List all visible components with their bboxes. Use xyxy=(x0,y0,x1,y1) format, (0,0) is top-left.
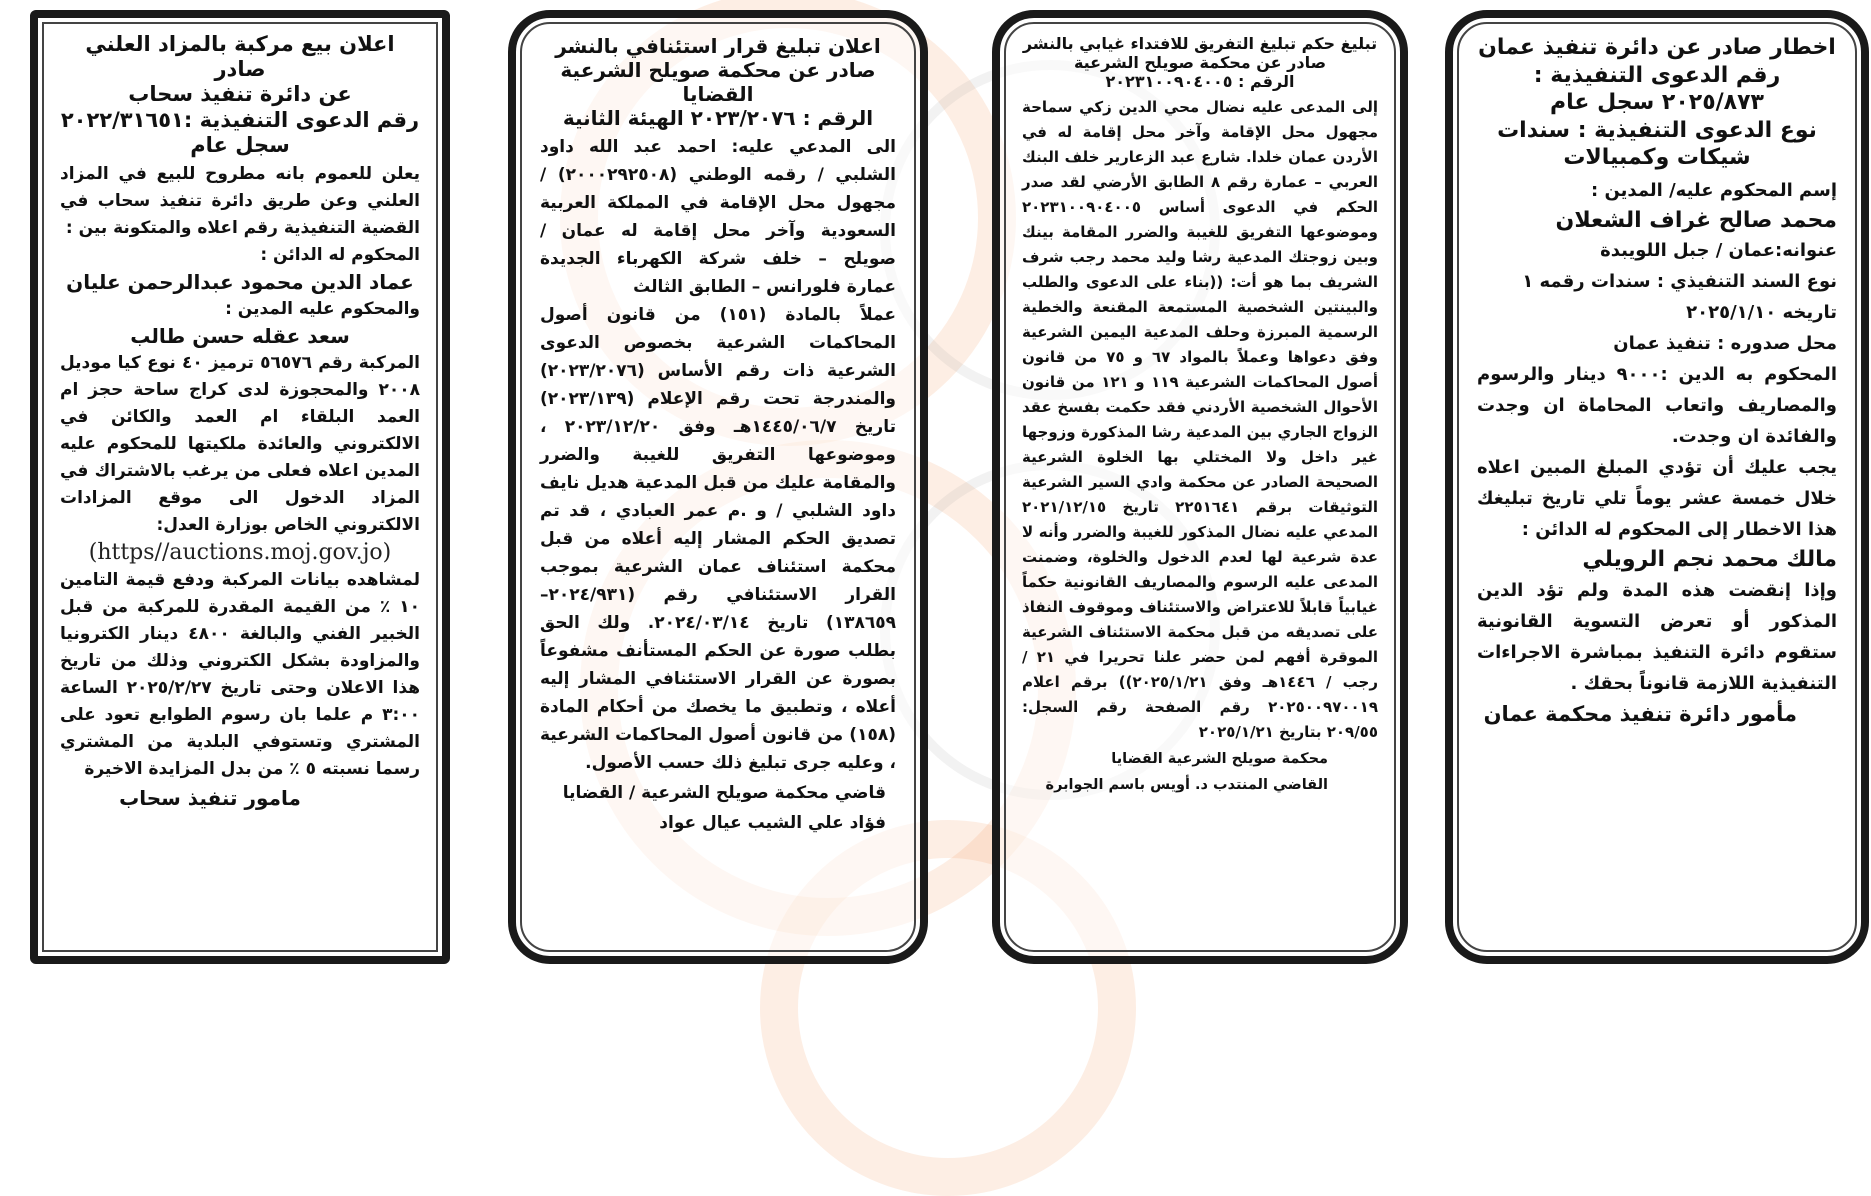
notice-title xyxy=(60,32,420,158)
body-text: عملاً بالمادة (١٥١) من قانون أصول المحاكمات الشرعية بخصوص الدعوى الشرعية ذات رقم الأساس (٢٠٢٣/٢٠٧٦) والمندرجة تحت رقم الإعلام (٢٠٢٣/١٣٩) تاريخ ١٤٤٥/٠٦/٧هـ وفق ٢٠٢٣/١٢/٢٠ ، وموضوعها التفريق للغيبة والضرر والمقامة عليك من قبل المدعية هديل نايف داود الشلبي / و .م عمر العبادي ، قد تم تصديق الحكم المشار إليه أعلاه من قبل محكمة استئناف عمان الشرعية بموجب القرار الاستئنافي رقم (٢٠٢٤/٩٣١–١٣٨٦٥٩) تاريخ ٢٠٢٤/٠٣/١٤. ولك الحق بطلب صورة عن الحكم المستأنف مشفوعاً بصورة عن القرار الاستئنافي المشار إليه أعلاه ، وتطبيق ما يخصك من أحكام المادة (١٥٨) من قانون أصول المحاكمات الشرعية ، وعليه جرى تبليغ ذلك حسب الأصول. xyxy=(540,305,897,773)
warning-text: وإذا إنقضت هذه المدة ولم تؤد الدين المذكور أو تعرض التسوية القانونية ستقوم دائرة التنفيذ بمباشرة الاجراءات التنفيذية اللازمة قانوناً بحقك . xyxy=(1477,579,1837,694)
title-line: سجل عام xyxy=(190,132,290,157)
auction-url[interactable]: (https//auctions.moj.gov.jo) xyxy=(88,539,392,565)
debtor-name: محمد صالح غراف الشعلان xyxy=(1555,207,1837,233)
signature-court: قاضي محكمة صويلح الشرعية / القضايا xyxy=(562,783,886,803)
debtor-name: سعد عقله حسن طالب xyxy=(130,323,350,348)
title-line: اعلان تبليغ قرار استئنافي بالنشر xyxy=(555,34,881,58)
deed-type: نوع السند التنفيذي : سندات رقمه ١ xyxy=(1522,271,1837,292)
body-text: المركبة رقم ٥٦٥٧٦ ترميز ٤٠ نوع كيا موديل ٢٠٠٨ والمحجوزة لدى كراج ساحة حجز ام العمد البلقاء ام العمد والكائن في الالكتروني والعائدة ملكيتها للمحكوم عليه المدين اعلاه فعلى من يرغب بالاشتراك في المزاد الدخول الى موقع المزادات الالكتروني الخاص بوزارة العدل: xyxy=(60,352,421,535)
title-line: عن دائرة تنفيذ سحاب xyxy=(128,82,352,107)
title-line: صادر عن محكمة صويلح الشرعية القضايا xyxy=(560,58,876,106)
notice-title xyxy=(540,34,896,130)
notice-separation-ruling xyxy=(992,10,1408,964)
body-text: إلى المدعى عليه نضال محي الدين زكي سماحة مجهول محل الإقامة وآخر محل إقامة له في الأردن عمان خلدا. شارع عبد الزعارير خلف البنك العربي – عمارة رقم ٨ الطابق الأرضي لقد صدر الحكم في الدعوى أساس ٢٠٢٣١٠٠٩٠٤٠٠٥ وموضوعها التفريق للغيبة والضرر المقامة بينك وبين زوجتك المدعية رشا وليد محمد رجب شرف الشريف بما هو أت: ((بناء على الدعوى والطلب والبينتين الشخصية المستمعة المقنعة والخطية الرسمية المبرزة وحلف المدعية اليمين الشرعية وفق دعواها وعملاً بالمواد ٦٧ و ٧٥ من قانون أصول المحاكمات الشرعية ١١٩ و ١٢١ من قانون الأحوال الشخصية الأردني فقد حكمت بفسخ عقد الزواج الجاري بين المدعية رشا المذكورة وزوجها غير داخل ولا المختلي بها الخلوة الشرعية الصحيحة الصادر عن محكمة وادي السير الشرعية التوثيقات برقم ٢٢٥١٦٤١ تاريخ ٢٠٢١/١٢/١٥ المدعي عليه نضال المذكور للغيبة والضرر وأنه لا عدة شرعية لها لعدم الدخول والخلوة، وضمنت المدعى عليه الرسوم والمصاريف القانونية حكماً غيابياً قابلاً للاعتراض والاستئناف وموقوف النفاذ على تصديقه من قبل محكمة الاستئناف الشرعية الموقرة أفهم لمن حضر علنا تحريرا في ٢١ / رجب / ١٤٤٦هـ وفق ٢٠٢٥/١/٢١)) برقم اعلام ٢٠٢٥٠٠٩٧٠٠١٩ رقم الصفحة رقم السجل: ٢٠٩/٥٥ بتاريخ ٢٠٢٥/١/٢١ xyxy=(1022,97,1378,741)
addressee-text: الى المدعي عليه: احمد عبد الله داود الشلبي / رقمه الوطني (٢٠٠٠٢٩٢٥٠٨) / مجهول محل الإقامة في المملكة العربية السعودية وآخر محل إقامة له عمان / صويلح – خلف شركة الكهرباء الجديدة عمارة فلورانس – الطابق الثالث xyxy=(540,137,896,297)
signature-court: محكمة صويلح الشرعية القضايا xyxy=(1111,750,1328,767)
issue-place: محل صدوره : تنفيذ عمان xyxy=(1613,333,1837,354)
intro-text: يعلن للعموم بانه مطروح للبيع في المزاد العلني وعن طريق دائرة تنفيذ سحاب في القضية التنفيذية رقم اعلاه والمتكونة بين : xyxy=(60,163,420,238)
deed-date: تاريخه ٢٠٢٥/١/١٠ xyxy=(1686,302,1837,323)
notice-execution-amman xyxy=(1445,10,1869,964)
payment-demand: يجب عليك أن تؤدي المبلغ المبين اعلاه خلال خمسة عشر يوماً تلي تاريخ تبليغك هذا الاخطار إلى المحكوم له الدائن : xyxy=(1477,457,1837,540)
notice-vehicle-auction xyxy=(30,10,450,964)
case-number: الرقم : ٢٠٢٣/٢٠٧٦ الهيئة الثانية xyxy=(562,106,874,130)
title-line: اعلان بيع مركبة بالمزاد العلني صادر xyxy=(85,32,395,82)
signature: مامور تنفيذ سحاب xyxy=(119,786,301,811)
address: عنوانه:عمان / جبل اللويبدة xyxy=(1600,240,1837,261)
debtor-label: إسم المحكوم عليه/ المدين : xyxy=(1591,179,1837,201)
case-number: ٢٠٢٥/٨٧٣ سجل عام xyxy=(1550,90,1764,115)
case-number: رقم الدعوى التنفيذية :٢٠٢٢/٣١٦٥١ xyxy=(60,107,420,132)
signature: مأمور دائرة تنفيذ محكمة عمان xyxy=(1483,701,1797,726)
debtor-label: والمحكوم عليه المدين : xyxy=(225,298,420,319)
notice-title xyxy=(1022,34,1378,92)
title-line: تبليغ حكم تبليغ التفريق للافتداء غيابي بالنشر xyxy=(1022,34,1378,53)
title-line: اخطار صادر عن دائرة تنفيذ عمان xyxy=(1478,35,1836,60)
creditor-name: عماد الدين محمود عبدالرحمن عليان xyxy=(66,269,414,294)
case-type: نوع الدعوى التنفيذية : سندات شيكات وكمبيالات xyxy=(1497,117,1817,170)
case-number: الرقم : ٢٠٢٣١٠٠٩٠٤٠٠٥ xyxy=(1105,72,1295,92)
body-text-2: لمشاهده بيانات المركبة ودفع قيمة التامين ١٠ ٪ من القيمة المقدرة للمركبة من قبل الخبير الفني والبالغة ٤٨٠٠ دينار الكترونيا والمزاودة بشكل الكتروني وذلك من تاريخ هذا الاعلان وحتى تاريخ ٢٠٢٥/٢/٢٧ الساعة ٣:٠٠ م علما بان رسوم الطوابع تعود على المشتري وتستوفي البلدية من المشتري رسما نسبته ٥ ٪ من بدل المزايدة الاخيرة xyxy=(60,570,420,780)
creditor-name: مالك محمد نجم الرويلي xyxy=(1582,547,1837,572)
creditor-label: المحكوم له الدائن : xyxy=(260,244,420,265)
notice-title xyxy=(1477,34,1837,172)
signature-judge: القاضي المنتدب د. أويس باسم الجوابرة xyxy=(1045,776,1328,793)
notice-appeal-decision xyxy=(508,10,928,964)
title-line: رقم الدعوى التنفيذية : xyxy=(1533,62,1781,88)
signature-judge: فؤاد علي الشيب عيال عواد xyxy=(659,813,886,833)
title-line: صادر عن محكمة صويلح الشرعية xyxy=(1073,53,1327,73)
debt-amount: المحكوم به الدين :٩٠٠٠ دينار والرسوم والمصاريف واتعاب المحاماة ان وجدت والفائدة ان وجدت. xyxy=(1477,364,1837,447)
